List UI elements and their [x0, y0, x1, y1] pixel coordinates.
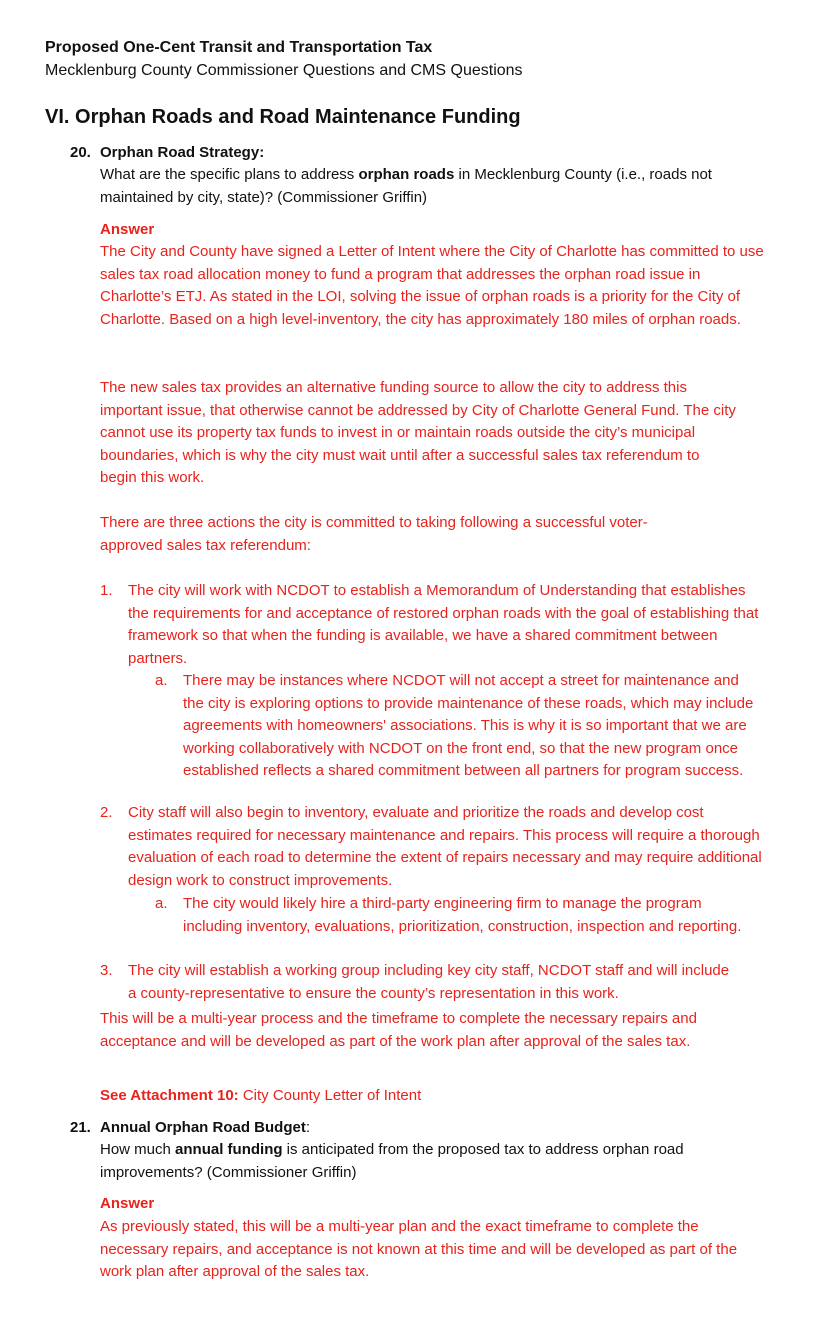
- question-text: What are the specific plans to address orphan roads in Mecklenburg County (i.e., roads not maintained by city, state)? (Commissioner Griffin): [100, 166, 712, 206]
- document-subtitle: Mecklenburg County Commissioner Questions and CMS Questions: [45, 62, 523, 79]
- list-item-text: City staff will also begin to inventory, evaluate and prioritize the roads and develop cost estimates required for necessary maintenance and repairs. This process will require a thorough evaluation of each road to determine the extent of repairs necessary and may require additional design work to construct improvements.: [128, 804, 762, 889]
- attachment-label: See Attachment 10:: [100, 1087, 239, 1104]
- question-number: 21.: [70, 1119, 91, 1136]
- question-title: Annual Orphan Road Budget:: [100, 1119, 310, 1136]
- document-title: Proposed One-Cent Transit and Transportation Tax: [45, 39, 433, 56]
- list-item-number: 3.: [100, 962, 113, 979]
- question-emphasis: annual funding: [175, 1141, 283, 1158]
- section-heading: VI. Orphan Roads and Road Maintenance Funding: [45, 106, 521, 128]
- list-item-number: 1.: [100, 582, 113, 599]
- list-item-text: The city will establish a working group including key city staff, NCDOT staff and will include a county-representative to ensure the county’s representation in this work.: [128, 962, 730, 1002]
- sub-list-item-text: The city would likely hire a third-party engineering firm to manage the program including inventory, evaluations, prioritization, construction, inspection and reporting.: [183, 895, 742, 935]
- question-text: How much annual funding is anticipated from the proposed tax to address orphan road improvements? (Commissioner Griffin): [100, 1141, 684, 1181]
- sub-list-item-text: There may be instances where NCDOT will not accept a street for maintenance and the city is exploring options to provide maintenance of these roads, which may include agreements with homeowners' associations. This is why it is so important that we are working collaboratively with NCDOT on the front end, so that the new program once established reflects a shared commitment between all partners for program success.: [183, 672, 754, 779]
- answer-paragraph: As previously stated, this will be a multi-year plan and the exact timeframe to complete the necessary repairs, and acceptance is not known at this time and will be developed as part of the work plan after approval of the sales tax.: [100, 1218, 738, 1280]
- question-number: 20.: [70, 144, 91, 161]
- answer-paragraph: The new sales tax provides an alternative funding source to allow the city to address this important issue, that otherwise cannot be addressed by City of Charlotte General Fund. The city cannot use its property tax funds to invest in or maintain roads outside the city’s municipal boundaries, which is why the city must wait until after a successful sales tax referendum to begin this work.: [100, 379, 736, 486]
- list-item-text: The city will work with NCDOT to establish a Memorandum of Understanding that establishes the requirements for and acceptance of restored orphan roads with the goal of establishing that framework so that when the funding is available, we have a shared commitment between partners.: [128, 582, 759, 667]
- attachment-title: City County Letter of Intent: [238, 1087, 422, 1104]
- sub-list-item-number: a.: [155, 895, 168, 912]
- answer-paragraph: The City and County have signed a Letter of Intent where the City of Charlotte has committed to use sales tax road allocation money to fund a program that addresses the orphan road issue in Charlotte’s ETJ. As stated in the LOI, solving the issue of orphan roads is a priority for the City of Charlotte. Based on a high level-inventory, the city has approximately 180 miles of orphan roads.: [100, 243, 764, 328]
- answer-label: Answer: [100, 221, 155, 238]
- sub-list-item-number: a.: [155, 672, 168, 689]
- attachment-reference: [100, 1085, 765, 1108]
- answer-paragraph: This will be a multi-year process and the timeframe to complete the necessary repairs and acceptance and will be developed as part of the work plan after approval of the sales tax.: [100, 1010, 697, 1050]
- question-emphasis: orphan roads: [358, 166, 455, 183]
- answer-paragraph: There are three actions the city is committed to taking following a successful voter-approved sales tax referendum:: [100, 514, 648, 554]
- question-title: Orphan Road Strategy:: [100, 144, 265, 161]
- answer-label: Answer: [100, 1195, 155, 1212]
- list-item-number: 2.: [100, 804, 113, 821]
